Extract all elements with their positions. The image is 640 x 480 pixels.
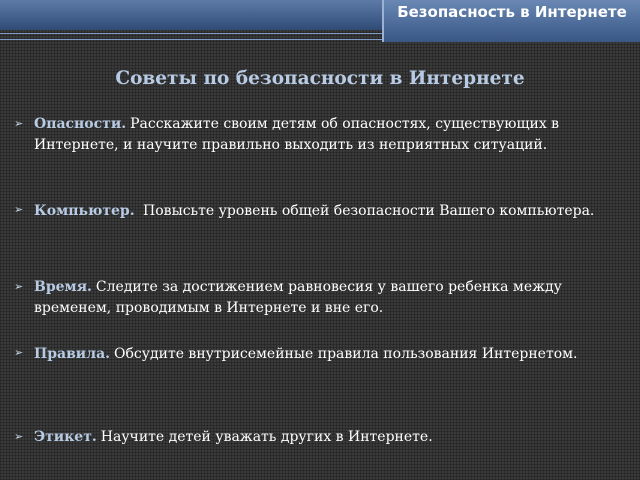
tip-content xyxy=(34,277,604,319)
tip-etiquette xyxy=(14,427,604,448)
tip-term: Опасности. xyxy=(34,116,127,132)
header-title: Безопасность в Интернете xyxy=(382,0,640,42)
arrow-bullet-icon: ➢ xyxy=(14,430,24,443)
tip-dangers xyxy=(14,114,604,156)
tip-rules xyxy=(14,338,604,370)
tip-text: Обсудите внутрисемейные правила пользования Интернетом. xyxy=(114,346,578,362)
arrow-bullet-icon: ➢ xyxy=(14,203,24,216)
tip-text: Повысьте уровень общей безопасности Вашего компьютера. xyxy=(143,203,595,219)
tip-time xyxy=(14,277,604,319)
tip-term: Правила. xyxy=(34,346,111,362)
tip-term: Этикет. xyxy=(34,429,97,445)
tip-computer xyxy=(14,195,604,227)
arrow-bullet-icon: ➢ xyxy=(14,346,24,359)
tip-term: Компьютер. xyxy=(34,203,135,219)
tip-content xyxy=(34,338,604,370)
arrow-bullet-icon: ➢ xyxy=(14,117,24,130)
tip-content xyxy=(34,195,604,227)
slide-title: Советы по безопасности в Интернете xyxy=(115,68,525,89)
tip-text: Расскажите своим детям об опасностях, существующих в Интернете, и научите правильно выходить из неприятных ситуаций. xyxy=(34,116,560,153)
tip-content xyxy=(34,114,604,156)
tip-text: Следите за достижением равновесия у вашего ребенка между временем, проводимым в Интернете и вне его. xyxy=(34,279,562,316)
arrow-bullet-icon: ➢ xyxy=(14,280,24,293)
tip-term: Время. xyxy=(34,279,92,295)
tip-content xyxy=(34,427,604,448)
tip-text: Научите детей уважать других в Интернете. xyxy=(100,429,433,445)
